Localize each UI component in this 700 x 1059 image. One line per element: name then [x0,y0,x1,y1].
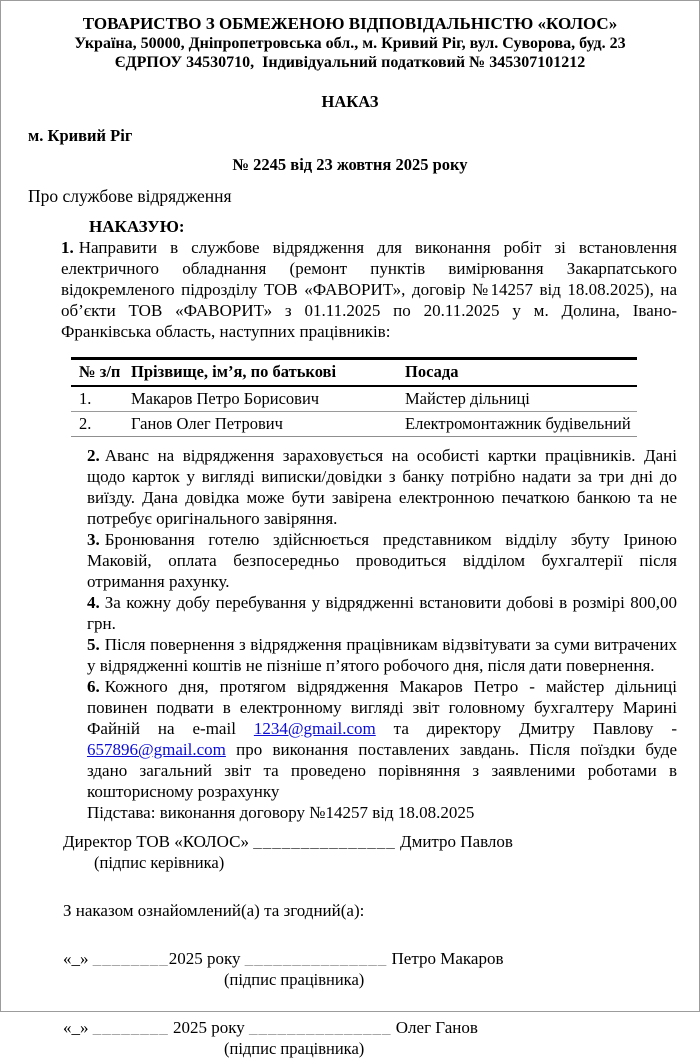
director-signature-caption: (підпис керівника) [94,853,225,872]
director-signature-line [63,831,699,852]
table-row [71,386,637,412]
company-address: Україна, 50000, Дніпропетровська обл., м. Кривий Ріг, вул. Суворова, буд. 23 [74,35,626,52]
paragraph-2-number: 2. [87,446,100,465]
paragraph-5-text: Після повернення з відрядження працівникам відзвітувати за суми витрачених у відрядженні коштів не пізніше п’ятого робочого дня, після дати повернення. [87,635,677,675]
order-number-line: № 2245 від 23 жовтня 2025 року [232,155,468,174]
cell-index: 2. [79,414,92,433]
company-codes: ЄДРПОУ 34530710, Індивідуальний податковий № 345307101212 [114,54,586,71]
employee-name: Петро Макаров [391,949,504,968]
paragraph-4 [87,592,677,634]
paragraph-3 [87,529,677,592]
employee-name: Олег Ганов [395,1018,478,1037]
table-header-fullname: Прізвище, ім’я, по батькові [127,359,401,387]
paragraph-4-number: 4. [87,593,100,612]
employee-signature-caption: (підпис працівника) [224,1039,365,1058]
paragraph-5-number: 5. [87,635,100,654]
table-row [71,412,637,437]
paragraph-4-text: За кожну добу перебування у відрядженні встановити добові в розмірі 800,00 грн. [87,593,677,633]
company-name: ТОВАРИСТВО З ОБМЕЖЕНОЮ ВІДПОВІДАЛЬНІСТЮ «КОЛОС» [82,14,618,33]
paragraph-1-text: Направити в службове відрядження для виконання робіт зі встановлення електричного обладнання (ремонт пунктів вимірювання Закарпатського відокремленого підрозділу ТОВ «ФАВОРИТ», договір №14257 від 18.08.2025), на об’єкти ТОВ «ФАВОРИТ» з 01.11.2025 по 20.11.2025 у м. Долина, Івано-Франківська область, наступних працівників: [61,238,677,341]
year-label: 2025 року [173,1018,245,1037]
acknowledgement-line: З наказом ознайомлений(а) та згодний(а): [63,901,365,920]
date-blank: ________ [92,1018,169,1037]
signature-blank: _______________ [249,1018,392,1037]
paragraph-5 [87,634,677,676]
employee-signature-line [63,1017,699,1038]
paragraph-6-number: 6. [87,677,100,696]
paragraph-2-text: Аванс на відрядження зараховується на особисті картки працівників. Дані щодо карток у вигляді виписки/довідки з банку потрібно надати за три дні до виїзду. Дана довідка може бути завірена електронною печаткою банкою та не потребує оригінального завіряння. [87,446,677,528]
order-heading: НАКАЗУЮ: [89,217,185,236]
paragraph-6-text-c: про виконання поставлених завдань. Після поїздки буде здано загальний звіт та проведено порівняння з заявленими роботами в кошторисному розрахунку [87,740,677,801]
employee-signature-line [63,948,699,969]
paragraph-6-text-b: та директору Дмитру Павлову - [375,719,677,738]
cell-fullname: Ганов Олег Петрович [131,414,283,433]
email-link-director[interactable]: 657896@gmail.com [87,740,226,759]
paragraph-6-text-a: Кожного дня, протягом відрядження Макаров Петро - майстер дільниці повинен подвати в електронному вигляді звіт головному бухгалтеру Марині Файній на e-mail [87,677,677,738]
date-blank: ________ [92,949,169,968]
paragraph-1 [61,237,677,342]
cell-fullname: Макаров Петро Борисович [127,386,401,412]
date-quotes: «_» [63,1018,89,1037]
paragraph-6 [87,676,677,802]
director-signature-blank: _______________ [253,832,396,851]
signature-blank: _______________ [244,949,388,968]
director-label: Директор ТОВ «КОЛОС» [63,832,249,851]
letterhead [1,1,699,72]
basis-line: Підстава: виконання договору №14257 від 18.08.2025 [87,803,475,822]
email-link-accountant[interactable]: 1234@gmail.com [253,719,376,738]
cell-position: Майстер дільниці [401,386,637,412]
date-quotes: «_» [63,949,89,968]
city-line: м. Кривий Ріг [28,126,133,145]
paragraph-2 [87,445,677,529]
document-type-title: НАКАЗ [321,92,379,111]
paragraph-1-number: 1. [61,238,74,257]
paragraph-3-number: 3. [87,530,100,549]
director-name: Дмитро Павлов [399,832,513,851]
subject-line: Про службове відрядження [28,186,232,206]
cell-index: 1. [71,386,127,412]
paragraph-3-text: Бронювання готелю здійснюється представником відділу збуту Іриною Маковій, оплата безпосередньо проводиться відділом бухгалтерії після отримання рахунку. [87,530,677,591]
year-label: 2025 року [168,949,241,968]
table-header-position: Посада [401,359,637,387]
table-header-index: № з/п [71,359,127,387]
table-header-row [71,359,637,387]
employee-signature-caption: (підпис працівника) [224,970,365,989]
cell-position: Електромонтажник будівельний [405,414,631,433]
employees-table [71,357,637,437]
